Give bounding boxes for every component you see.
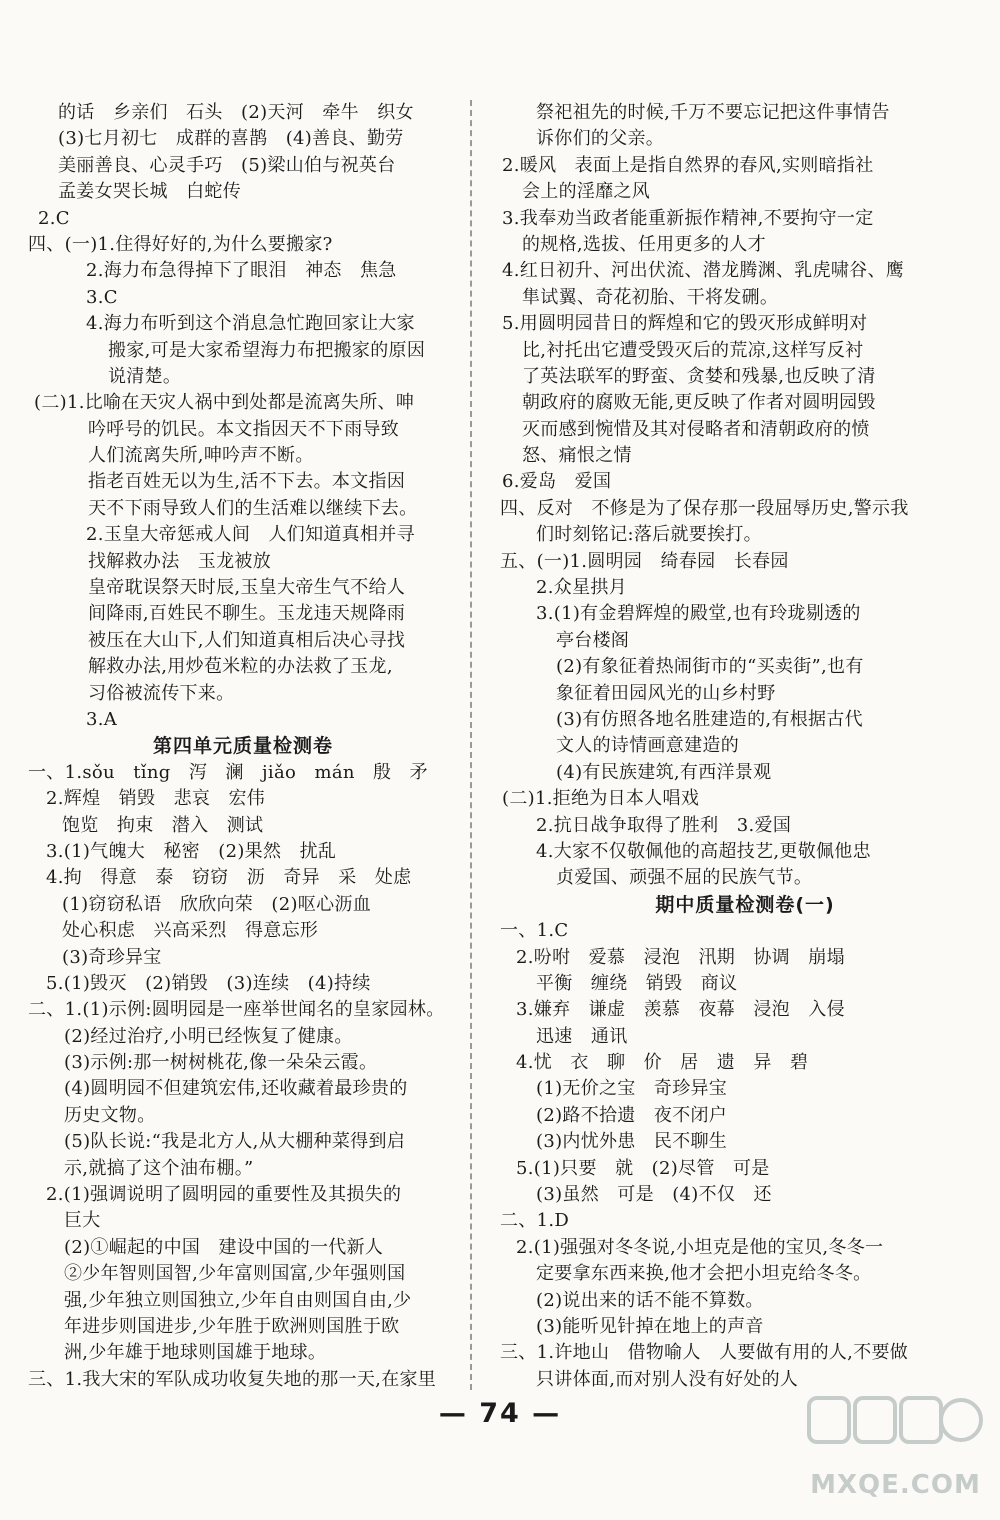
answer-line: 5.(1)只要 就 (2)尽管 可是: [516, 1157, 770, 1179]
answer-line: 间降雨,百姓民不聊生。玉龙违天规降雨: [88, 603, 406, 625]
answer-line: 皇帝耽误祭天时辰,玉皇大帝生气不给人: [88, 577, 406, 599]
answer-line: 迅速 通讯: [536, 1025, 628, 1047]
answer-line: (1)无价之宝 奇珍异宝: [536, 1078, 728, 1100]
answer-line: 二、1.(1)示例:圆明园是一座举世闻名的皇家园林。: [28, 999, 445, 1021]
answer-line: 5.(1)毁灭 (2)销毁 (3)连续 (4)持续: [46, 972, 371, 994]
answer-line: 4.忧 衣 聊 价 居 遗 异 碧: [516, 1052, 809, 1074]
answer-line: 只讲体面,而对别人没有好处的人: [536, 1368, 799, 1390]
answer-line: ②少年智则国智,少年富则国富,少年强则国: [64, 1263, 406, 1285]
answer-line: 平衡 缠绕 销毁 商议: [536, 972, 738, 994]
answer-line: 2.玉皇大帝惩戒人间 人们知道真相并寻: [86, 524, 415, 546]
answer-line: 灭而感到惋惜及其对侵略者和清朝政府的愤: [522, 418, 870, 440]
answer-line: 6.爱岛 爱国: [502, 471, 612, 493]
right-column: [500, 100, 990, 1393]
answer-line: 搬家,可是大家希望海力布把搬家的原因: [108, 339, 426, 361]
answer-line: 3.嫌弃 谦虚 羡慕 夜幕 浸泡 入侵: [516, 999, 845, 1021]
answer-line: 四、(一)1.住得好好的,为什么要搬家?: [28, 233, 333, 255]
answer-line: 吟呼号的饥民。本文指因天不下雨导致: [88, 418, 400, 440]
answer-line: 3.(1)气魄大 秘密 (2)果然 扰乱: [46, 840, 337, 862]
answer-line: 象征着田园风光的山乡村野: [556, 682, 776, 704]
answer-line: 了英法联军的野蛮、贪婪和残暴,也反映了清: [522, 365, 876, 387]
answer-line: 2.辉煌 销毁 悲哀 宏伟: [46, 788, 266, 810]
answer-line: 洲,少年雄于地球则国雄于地球。: [64, 1342, 327, 1364]
answer-line: 孟姜女哭长城 白蛇传: [58, 181, 241, 203]
answer-line: (3)内忧外患 民不聊生: [536, 1131, 728, 1153]
answer-line: 5.用圆明园昔日的辉煌和它的毁灭形成鲜明对: [502, 313, 868, 335]
answer-line: 三、1.我大宋的军队成功收复失地的那一天,在家里: [28, 1368, 437, 1390]
watermark-badge-icon: [803, 1390, 988, 1470]
answer-line: 年进步则国进步,少年胜于欧洲则国胜于欧: [64, 1315, 400, 1337]
answer-line: 祭祀祖先的时候,千万不要忘记把这件事情告: [536, 102, 890, 123]
answer-line: 3.C: [86, 286, 118, 308]
answer-line: (3)示例:那一树树桃花,像一朵朵云霞。: [64, 1052, 378, 1074]
answer-line: 人们流离失所,呻吟声不断。: [88, 445, 314, 467]
answer-line: 4.拘 得意 泰 窃窃 沥 奇异 采 处虑: [46, 867, 412, 889]
watermark-text: MXQE.COM: [810, 1470, 981, 1500]
answer-line: 比,衬托出它遭受毁灭后的荒凉,这样写反衬: [522, 339, 864, 361]
answer-line: 们时刻铭记:落后就要挨打。: [536, 524, 762, 546]
answer-line: (3)能听见针掉在地上的声音: [536, 1315, 764, 1337]
answer-line: (2)路不拾遗 夜不闭户: [536, 1104, 728, 1126]
answer-line: 会上的淫靡之风: [522, 181, 651, 203]
answer-line: 三、1.许地山 借物喻人 人要做有用的人,不要做: [500, 1342, 909, 1364]
answer-line: 二、1.D: [500, 1210, 570, 1232]
answer-line: 4.红日初升、河出伏流、潜龙腾渊、乳虎啸谷、鹰: [502, 260, 905, 282]
answer-line: 一、1.C: [500, 920, 569, 942]
answer-line: 美丽善良、心灵手巧 (5)梁山伯与祝英台: [58, 154, 396, 176]
answer-line: 一、1.sǒu tǐng 泻 澜 jiǎo mán 殷 矛: [28, 761, 428, 783]
answer-line: (5)队长说:“我是北方人,从大棚种菜得到启: [64, 1131, 406, 1153]
answer-line: (2)经过治疗,小明已经恢复了健康。: [64, 1025, 353, 1047]
answer-line: 定要拿东西来换,他才会把小坦克给冬冬。: [536, 1263, 872, 1285]
answer-line: 怒、痛恨之情: [522, 445, 632, 467]
answer-line: (3)虽然 可是 (4)不仅 还: [536, 1184, 772, 1206]
answer-line: 3.(1)有金碧辉煌的殿堂,也有玲珑剔透的: [536, 603, 861, 625]
answer-line: (3)七月初七 成群的喜鹊 (4)善良、勤劳: [58, 128, 404, 150]
answer-line: (4)圆明园不但建筑宏伟,还收藏着最珍贵的: [64, 1078, 408, 1100]
answer-line: 2.吩咐 爱慕 浸泡 汛期 协调 崩塌: [516, 946, 845, 968]
answer-line: 2.(1)强强对冬冬说,小坦克是他的宝贝,冬冬一: [516, 1236, 884, 1258]
answer-line: (2)有象征着热闹街市的“买卖街”,也有: [556, 656, 864, 678]
column-divider: [470, 100, 472, 1390]
answer-line: 4.海力布听到这个消息急忙跑回家让大家: [86, 313, 415, 335]
answer-line: (2)说出来的话不能不算数。: [536, 1289, 764, 1311]
answer-line: 指老百姓无以为生,活不下去。本文指因: [88, 471, 406, 493]
answer-line: 的话 乡亲们 石头 (2)天河 牵牛 织女: [58, 102, 414, 123]
answer-line: 4.大家不仅敬佩他的高超技艺,更敬佩他忠: [536, 840, 871, 862]
answer-line: 2.(1)强调说明了圆明园的重要性及其损失的: [46, 1184, 402, 1206]
answer-line: (3)有仿照各地名胜建造的,有根据古代: [556, 708, 863, 730]
answer-line: (2)①崛起的中国 建设中国的一代新人: [64, 1236, 384, 1258]
answer-line: 被压在大山下,人们知道真相后决心寻找: [88, 629, 406, 651]
answer-line: 强,少年独立则国独立,少年自由则国自由,少: [64, 1289, 412, 1311]
answer-line: 处心积虑 兴高采烈 得意忘形: [62, 920, 319, 942]
answer-line: 示,就搞了这个油布棚。”: [64, 1157, 254, 1179]
answer-line: (3)奇珍异宝: [62, 946, 162, 968]
answer-line: 3.A: [86, 708, 118, 730]
answer-line: 3.我奉劝当政者能重新振作精神,不要拘守一定: [502, 207, 874, 229]
answer-line: 饱览 拘束 潜入 测试: [62, 814, 264, 836]
answer-line: (二)1.拒绝为日本人唱戏: [502, 788, 700, 810]
answer-line: 说清楚。: [108, 365, 182, 387]
left-column: [28, 100, 458, 1393]
answer-line: 习俗被流传下来。: [88, 682, 235, 704]
watermark-logo: [803, 1390, 988, 1500]
answer-line: 隼试翼、奇花初胎、干将发硎。: [522, 286, 779, 308]
answer-line: 2.海力布急得掉下了眼泪 神态 焦急: [86, 260, 397, 282]
section-heading: 第四单元质量检测卷: [152, 735, 333, 758]
answer-line: 文人的诗情画意建造的: [556, 735, 739, 757]
answer-line: (4)有民族建筑,有西洋景观: [556, 761, 772, 783]
answer-line: 解救办法,用炒苞米粒的办法救了玉龙,: [88, 656, 393, 678]
section-heading: 期中质量检测卷(一): [655, 893, 835, 916]
answer-line: 五、(一)1.圆明园 绮春园 长春园: [500, 550, 789, 572]
answer-line: 四、反对 不修是为了保存那一段屈辱历史,警示我: [500, 497, 909, 519]
answer-line: 亭台楼阁: [556, 629, 630, 651]
answer-line: 天不下雨导致人们的生活难以继续下去。: [88, 497, 418, 519]
answer-line: 2.众星拱月: [536, 577, 627, 599]
answer-line: (二)1.比喻在天灾人祸中到处都是流离失所、呻: [34, 392, 415, 414]
answer-line: 贞爱国、顽强不屈的民族气节。: [556, 867, 813, 889]
answer-line: 2.C: [38, 207, 70, 229]
page-number: — 74 —: [438, 1398, 562, 1429]
answer-line: 找解救办法 玉龙被放: [88, 550, 271, 572]
answer-line: 历史文物。: [64, 1104, 156, 1126]
answer-line: 2.暖风 表面上是指自然界的春风,实则暗指社: [502, 154, 874, 176]
answer-line: 巨大: [64, 1210, 101, 1232]
answer-line: (1)窃窃私语 欣欣向荣 (2)呕心沥血: [62, 893, 371, 915]
answer-line: 的规格,选拔、任用更多的人才: [522, 233, 766, 255]
answer-line: 朝政府的腐败无能,更反映了作者对圆明园毁: [522, 392, 876, 414]
answer-line: 诉你们的父亲。: [536, 128, 665, 150]
answer-line: 2.抗日战争取得了胜利 3.爱国: [536, 814, 792, 836]
